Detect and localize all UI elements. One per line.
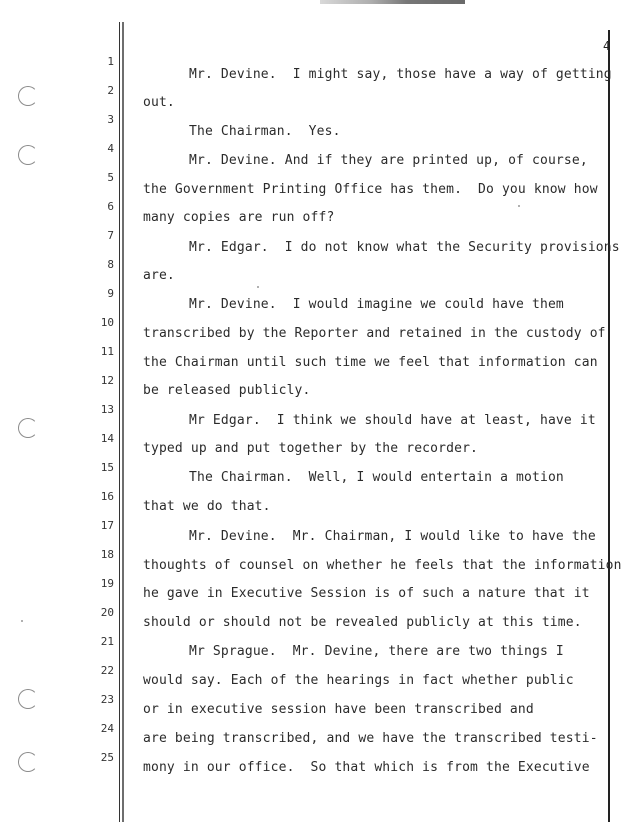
punch-hole-icon [18,418,38,438]
transcript-line: should or should not be revealed publicly at this time. [143,615,582,630]
transcript-line: the Government Printing Office has them. Do you know how [143,182,598,197]
line-number: 24 [100,722,114,735]
line-number: 12 [100,374,114,387]
transcript-line: Mr Edgar. I think we should have at least, have it [189,413,596,428]
line-number: 4 [107,142,114,155]
line-number: 10 [100,316,114,329]
punch-hole-icon [18,689,38,709]
transcript-line: or in executive session have been transcribed and [143,702,534,717]
transcript-line: the Chairman until such time we feel that information can [143,355,598,370]
page-number: 4 [603,39,611,53]
transcript-line: Mr. Devine. I might say, those have a way of getting [189,67,612,82]
line-number: 7 [107,229,114,242]
line-number: 15 [100,461,114,474]
transcript-line: that we do that. [143,499,271,514]
top-edge-mark [320,0,465,4]
line-number: 6 [107,200,114,213]
scan-speck [518,205,520,207]
scan-speck [21,620,23,622]
line-number: 3 [107,113,114,126]
transcript-line: transcribed by the Reporter and retained in the custody of [143,326,606,341]
line-number: 16 [100,490,114,503]
transcript-line: typed up and put together by the recorder. [143,441,479,456]
right-margin-rule [608,30,610,822]
transcript-line: Mr. Edgar. I do not know what the Security provisions [189,240,620,255]
transcript-line: mony in our office. So that which is from the Executive [143,760,590,775]
transcript-line: The Chairman. Well, I would entertain a motion [189,470,564,485]
transcript-line: would say. Each of the hearings in fact whether public [143,673,574,688]
line-number: 22 [100,664,114,677]
line-number: 9 [107,287,114,300]
transcript-line: Mr. Devine. And if they are printed up, of course, [189,153,588,168]
transcript-line: Mr Sprague. Mr. Devine, there are two things I [189,644,564,659]
line-number: 19 [100,577,114,590]
transcript-line: are. [143,268,175,283]
line-number: 23 [100,693,114,706]
line-number: 14 [100,432,114,445]
punch-hole-icon [18,86,38,106]
line-number: 18 [100,548,114,561]
transcript-line: Mr. Devine. I would imagine we could have them [189,297,564,312]
line-number: 25 [100,751,114,764]
punch-hole-icon [18,145,38,165]
line-number: 8 [107,258,114,271]
transcript-line: out. [143,95,175,110]
left-margin-rule [119,22,120,822]
transcript-line: he gave in Executive Session is of such a nature that it [143,586,590,601]
transcript-line: be released publicly. [143,383,311,398]
scan-speck [257,286,259,288]
line-number: 5 [107,171,114,184]
transcript-line: The Chairman. Yes. [189,124,341,139]
line-number: 11 [100,345,114,358]
transcript-line: are being transcribed, and we have the transcribed testi- [143,731,598,746]
line-number: 13 [100,403,114,416]
punch-hole-icon [18,752,38,772]
line-number: 20 [100,606,114,619]
transcript-line: thoughts of counsel on whether he feels that the information [143,558,622,573]
line-number: 2 [107,84,114,97]
line-number: 21 [100,635,114,648]
line-number: 1 [107,55,114,68]
line-number: 17 [100,519,114,532]
transcript-line: Mr. Devine. Mr. Chairman, I would like to have the [189,529,596,544]
left-margin-rule-double [122,22,124,822]
transcript-line: many copies are run off? [143,210,335,225]
